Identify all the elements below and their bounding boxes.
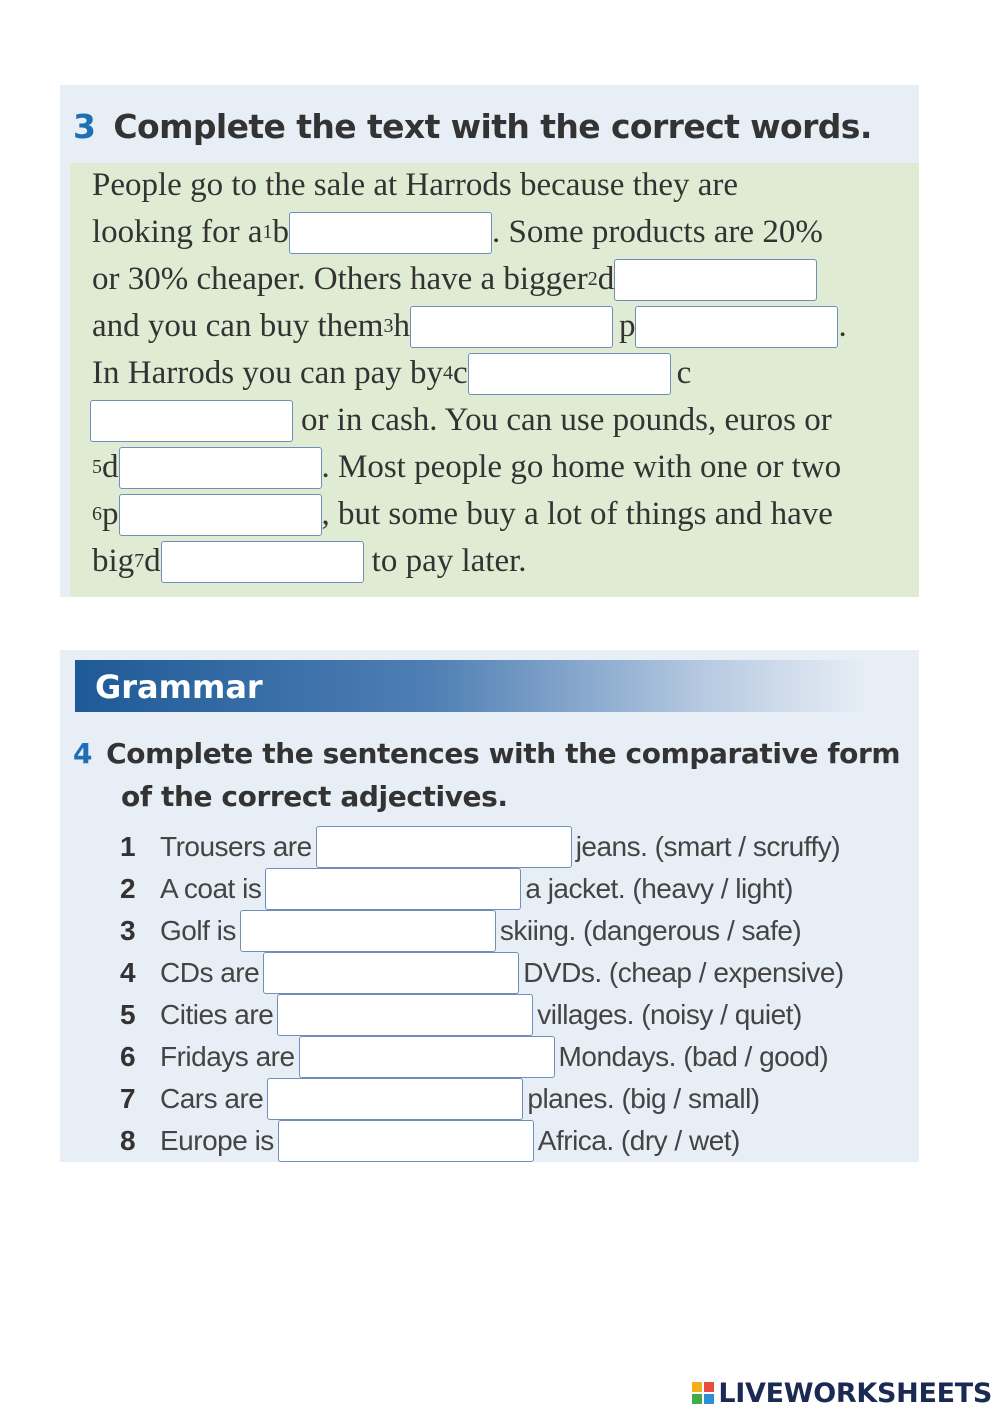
sentence-blank-8[interactable] — [278, 1120, 534, 1162]
sentence-row-4: 4 CDs are DVDs. (cheap / expensive) — [120, 952, 844, 994]
text-line-9: big 7 d to pay later. — [92, 538, 527, 585]
exercise-3-heading — [73, 107, 872, 146]
sentence-blank-3[interactable] — [240, 910, 496, 952]
sentence-row-3: 3 Golf is skiing. (dangerous / safe) — [120, 910, 801, 952]
answer-blank-4b[interactable] — [90, 400, 293, 442]
exercise-3-panel — [60, 85, 919, 597]
text-line-6: or in cash. You can use pounds, euros or — [90, 397, 832, 444]
answer-blank-4a[interactable] — [468, 353, 671, 395]
grammar-banner — [75, 660, 868, 712]
answer-blank-1[interactable] — [289, 212, 492, 254]
answer-blank-6[interactable] — [119, 494, 322, 536]
text-line-7: 5 d . Most people go home with one or two — [92, 444, 841, 491]
sentence-blank-5[interactable] — [277, 994, 533, 1036]
liveworksheets-logo-icon — [692, 1382, 714, 1404]
liveworksheets-logo-text: LIVEWORKSHEETS — [718, 1377, 992, 1409]
text-line-5: In Harrods you can pay by 4 c c — [92, 350, 691, 397]
exercise-4-number: 4 — [73, 737, 93, 770]
text-line-8: 6 p , but some buy a lot of things and have — [92, 491, 833, 538]
liveworksheets-logo — [692, 1376, 992, 1410]
sentence-row-5: 5 Cities are villages. (noisy / quiet) — [120, 994, 802, 1036]
sentence-blank-1[interactable] — [316, 826, 572, 868]
reading-text-box — [70, 163, 919, 597]
text-line-3: or 30% cheaper. Others have a bigger 2 d — [92, 256, 817, 303]
sentence-blank-2[interactable] — [265, 868, 521, 910]
answer-blank-3b[interactable] — [635, 306, 838, 348]
text-line-1: People go to the sale at Harrods because they are — [92, 167, 738, 203]
grammar-panel — [60, 650, 919, 1162]
sentence-row-8: 8 Europe is Africa. (dry / wet) — [120, 1120, 740, 1162]
sentence-row-7: 7 Cars are planes. (big / small) — [120, 1078, 760, 1120]
answer-blank-3a[interactable] — [410, 306, 613, 348]
exercise-4-instruction: 4 Complete the sentences with the comparative form of the correct adjectives. — [73, 737, 901, 813]
sentence-blank-7[interactable] — [267, 1078, 523, 1120]
grammar-heading: Grammar — [95, 668, 263, 706]
text-line-4: and you can buy them 3 h p . — [92, 303, 847, 350]
sentence-row-6: 6 Fridays are Mondays. (bad / good) — [120, 1036, 828, 1078]
text-line-2: looking for a 1 b . Some products are 20% — [92, 209, 823, 256]
sentence-blank-4[interactable] — [263, 952, 519, 994]
sentence-row-1: 1 Trousers are jeans. (smart / scruffy) — [120, 826, 840, 868]
exercise-3-title: Complete the text with the correct words. — [113, 107, 872, 146]
sentence-row-2: 2 A coat is a jacket. (heavy / light) — [120, 868, 793, 910]
answer-blank-2[interactable] — [614, 259, 817, 301]
answer-blank-5[interactable] — [119, 447, 322, 489]
sentence-blank-6[interactable] — [299, 1036, 555, 1078]
answer-blank-7[interactable] — [161, 541, 364, 583]
exercise-3-number: 3 — [73, 107, 96, 146]
